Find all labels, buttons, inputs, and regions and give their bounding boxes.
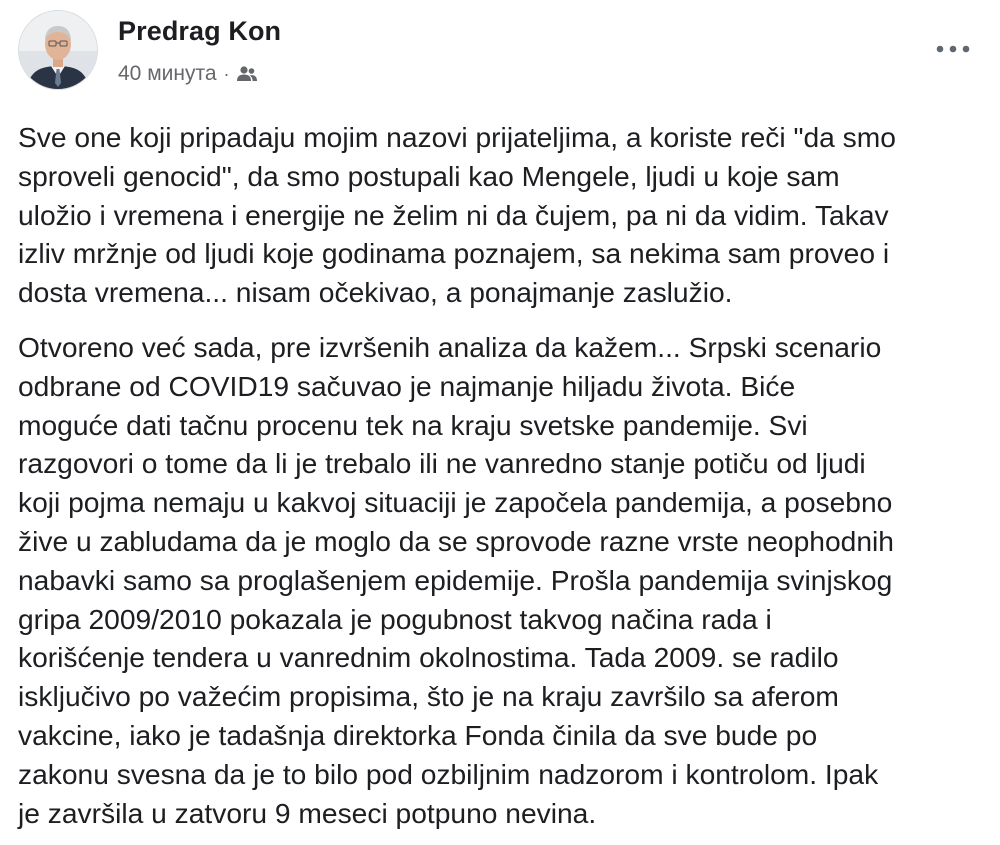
more-options-icon: [936, 45, 970, 53]
meta-separator: ·: [223, 63, 230, 84]
post-body: [18, 118, 984, 832]
more-options-button[interactable]: [932, 34, 974, 64]
post-paragraph-1: Sve one koji pripadaju mojim nazovi prijateljima, a koriste reči "da smo sproveli genocid", da smo postupali kao Mengele, ljudi u koje sam uložio i vremena i energije ne želim ni da čujem, pa ni da vidim. Takav izliv mržnje od ljudi koje godinama poznajem, sa nekima sam proveo i dosta vremena... nisam očekivao, a ponajmanje zaslužio.: [18, 121, 896, 309]
post-timestamp[interactable]: 40 минута: [118, 62, 217, 85]
post-header: [18, 10, 988, 100]
friends-icon[interactable]: [236, 65, 258, 83]
post-meta: [118, 62, 258, 86]
profile-photo-icon: [19, 11, 97, 89]
author-name[interactable]: Predrag Kon: [118, 16, 282, 46]
author-avatar[interactable]: [18, 10, 98, 90]
post-paragraph-2: Otvoreno već sada, pre izvršenih analiza da kažem... Srpski scenario odbrane od COVID19 sačuvao je najmanje hiljadu života. Biće moguće dati tačnu procenu tek na kraju svetske pandemije. Svi razgovori o tome da li je trebalo ili ne vanredno stanje potiču od ljudi koji pojma nemaju u kakvoj situaciji je započela pandemija, a posebno žive u zabludama da je moglo da se sprovode razne vrste neophodnih nabavki samo sa proglašenjem epidemije. Prošla pandemija svinjskog gripa 2009/2010 pokazala je pogubnost takvog načina rada i korišćenje tendera u vanrednim okolnostima. Tada 2009. se radilo isključivo po važećim propisima, što je na kraju završilo sa aferom vakcine, iako je tadašnja direktorka Fonda činila da sve bude po zakonu svesna da je to bilo pod ozbiljnim nadzorom i kontrolom. Ipak je završila u zatvoru 9 meseci potpuno nevina.: [18, 330, 894, 829]
